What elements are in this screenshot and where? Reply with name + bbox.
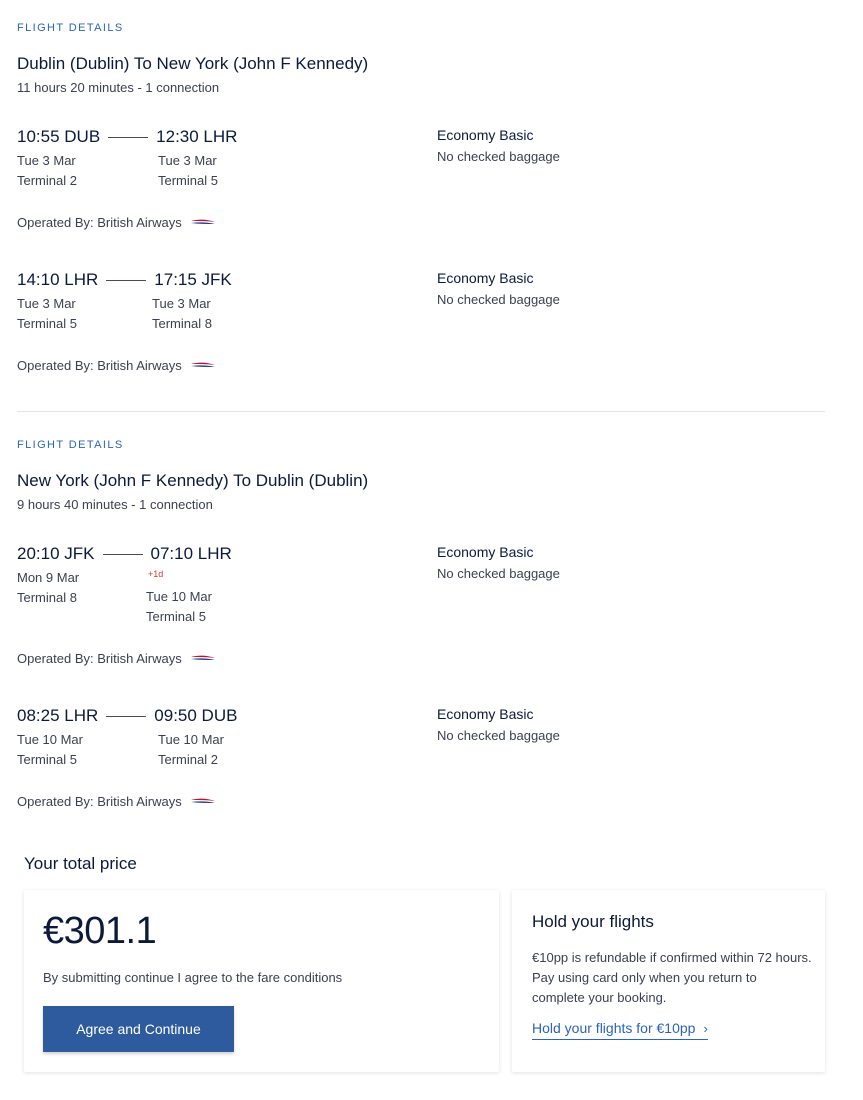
- arrival-date: Tue 3 Mar: [158, 153, 217, 168]
- route-line: [106, 280, 146, 281]
- departure-terminal: Terminal 5: [17, 316, 77, 331]
- route-duration: 9 hours 40 minutes - 1 connection: [17, 497, 213, 512]
- operated-by-label: Operated By: British Airways: [17, 215, 182, 230]
- hold-flights-link-label[interactable]: Hold your flights for €10pp: [532, 1020, 696, 1036]
- arrival-terminal: Terminal 5: [146, 609, 206, 624]
- operated-by: [17, 651, 216, 666]
- route-line: [108, 137, 148, 138]
- departure-terminal: Terminal 5: [17, 752, 77, 767]
- operated-by: [17, 358, 216, 373]
- segment-times: [17, 127, 237, 147]
- baggage-info: No checked baggage: [437, 728, 560, 743]
- british-airways-logo-icon: [190, 218, 216, 228]
- arrival-date: Tue 10 Mar: [146, 589, 212, 604]
- departure-time: 10:55 DUB: [17, 127, 101, 146]
- cabin-class: Economy Basic: [437, 706, 534, 722]
- arrival-time: 09:50 DUB: [154, 706, 238, 725]
- departure-time: 08:25 LHR: [17, 706, 99, 725]
- arrival-date: Tue 10 Mar: [158, 732, 224, 747]
- baggage-info: No checked baggage: [437, 149, 560, 164]
- british-airways-logo-icon: [190, 361, 216, 371]
- british-airways-logo-icon: [190, 797, 216, 807]
- arrival-terminal: Terminal 2: [158, 752, 218, 767]
- total-price-value: €301.1: [43, 910, 157, 952]
- baggage-info: No checked baggage: [437, 566, 560, 581]
- cabin-class: Economy Basic: [437, 127, 534, 143]
- segment-times: [17, 270, 232, 290]
- operated-by-label: Operated By: British Airways: [17, 651, 182, 666]
- operated-by: [17, 794, 216, 809]
- hold-flights-title: Hold your flights: [532, 912, 654, 931]
- operated-by: [17, 215, 216, 230]
- departure-date: Tue 3 Mar: [17, 296, 76, 311]
- route-line: [106, 716, 146, 717]
- total-price-heading: Your total price: [24, 854, 137, 873]
- operated-by-label: Operated By: British Airways: [17, 358, 182, 373]
- departure-terminal: Terminal 2: [17, 173, 77, 188]
- baggage-info: No checked baggage: [437, 292, 560, 307]
- operated-by-label: Operated By: British Airways: [17, 794, 182, 809]
- hold-flights-link[interactable]: [532, 1020, 708, 1040]
- hold-flights-card: [512, 890, 825, 1072]
- arrival-terminal: Terminal 8: [152, 316, 212, 331]
- agree-and-continue-button[interactable]: Agree and Continue: [43, 1006, 234, 1052]
- arrival-date: Tue 3 Mar: [152, 296, 211, 311]
- outbound-flight-details: [17, 22, 825, 95]
- cabin-class: Economy Basic: [437, 544, 534, 560]
- hold-flights-description: €10pp is refundable if confirmed within 72 hours. Pay using card only when you return to complete your booking.: [532, 950, 812, 1005]
- arrival-time: 12:30 LHR: [156, 127, 238, 146]
- segment-times: [17, 706, 237, 726]
- segment-times: [17, 544, 232, 564]
- section-kicker: FLIGHT DETAILS: [17, 439, 124, 451]
- inbound-flight-details: [17, 439, 825, 512]
- arrival-terminal: Terminal 5: [158, 173, 218, 188]
- section-divider: [17, 411, 825, 412]
- chevron-right-icon: ›: [703, 1021, 708, 1036]
- departure-terminal: Terminal 8: [17, 590, 77, 605]
- fare-conditions-note: By submitting continue I agree to the fare conditions: [43, 970, 343, 985]
- departure-date: Mon 9 Mar: [17, 570, 80, 585]
- route-duration: 11 hours 20 minutes - 1 connection: [17, 80, 220, 95]
- british-airways-logo-icon: [190, 654, 216, 664]
- departure-date: Tue 3 Mar: [17, 153, 76, 168]
- route-title: Dublin (Dublin) To New York (John F Kennedy): [17, 54, 369, 73]
- cabin-class: Economy Basic: [437, 270, 534, 286]
- section-kicker: FLIGHT DETAILS: [17, 22, 124, 34]
- arrival-time: 17:15 JFK: [154, 270, 232, 289]
- departure-time: 14:10 LHR: [17, 270, 99, 289]
- departure-date: Tue 10 Mar: [17, 732, 83, 747]
- price-card: [24, 890, 499, 1072]
- route-title: New York (John F Kennedy) To Dublin (Dublin): [17, 471, 369, 490]
- route-line: [103, 554, 143, 555]
- departure-time: 20:10 JFK: [17, 544, 95, 563]
- arrival-time: 07:10 LHR: [150, 544, 232, 563]
- plus-day-badge: +1d: [148, 569, 164, 579]
